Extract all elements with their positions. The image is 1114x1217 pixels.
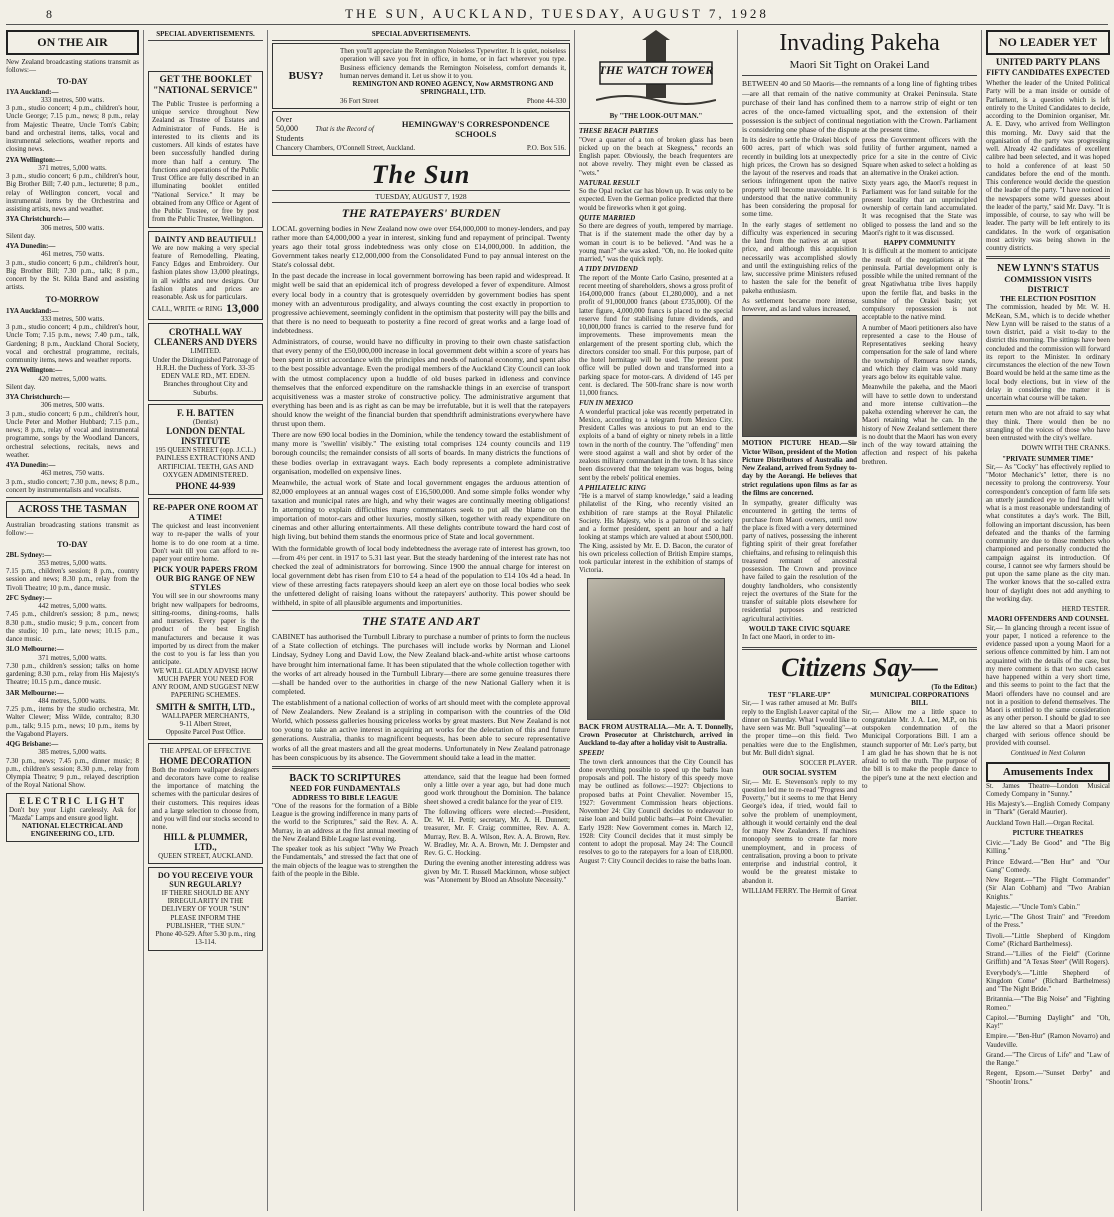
station-schedule: 3 p.m., studio concert; 6 p.m., children's hour, Big Brother Bill; 7.30 p.m., talk; 8 p.m., concert by the St. Kilda Band and assisting artists. (6, 258, 139, 292)
divider (6, 497, 139, 498)
amusement-item: Tivoli.—"Little Shepherd of Kingdom Come" (Richard Barthelmess). (986, 931, 1110, 948)
divider (272, 766, 570, 769)
column-politics (986, 30, 1110, 1211)
station-schedule: 7.30 p.m., news; 7.45 p.m., dinner music; 8 p.m., children's session; 8.30 p.m., relay from Olympia Theatre; 9 p.m., relayed description of the Royal National Show. (6, 756, 139, 790)
ad-address: 36 Fort Street (340, 96, 379, 105)
column-news (742, 30, 977, 1211)
station-schedule: 7.15 p.m., children's session; 8 p.m., country session and news; 8.30 p.m., relay from the Tivoli Theatre; 10 p.m., dance music. (6, 567, 139, 592)
item-body: "He is a marvel of stamp knowledge," said a leading philatelist of the King, who recently visited an exhibition of rare stamps at the Royal Philatelic Society. His Majesty, who is a patron of the society and a former president, spent an hour and a half looking at stamps which are valued at about £500,000. The King, assisted by Mr. E. D. Bacon, the curator of his own priceless collection of British Empire stamps, took particular interest in the exhibition of stamps of Victoria. (579, 492, 733, 575)
lede-paragraph: BETWEEN 40 and 50 Maoris—the remnants of a long line of fighting tribes—are all that remain of the native community at Orakei Peninsula. State purchase of their land has confined them to a narrow strip of eight or ten acres of the once-famed victualling spot, and the extension of their possession is the subject of continual negotiation with the Crown. Parliament is considering one phase of the dispute at the present time. (742, 79, 977, 134)
article-paragraph: Whether the leader of the United Political Party will be a man inside or outside of Parliament, is a question which is left entirely to the United Candidates to decide, according to the Dominion organiser, Mr. A. E. Davy, who arrived from Wellington this morning. Mr. Davy said that the organisation of the party was progressing well. Already 42 candidates of excellent calibre had been selected, and it was hoped to hold a conference of at least 50 candidates before the end of the month. This conference would decide the question of the leader of the party. "I have noticed in the newspapers some wild guesses about the leader of the party," said Mr. Davy. "It is impossible, of course, to say who will be leader. The party will be left entirely to its candidates. In the work of organisation most activity was being shown in the country districts. (986, 79, 1110, 252)
article-paragraph: press the Government officers with the futility of further argument, named a price for a site in the centre of Civic Square when asked to select a holding as an alternative in the Orakei action. (862, 136, 977, 178)
item-title: NATURAL RESULT (579, 178, 640, 187)
station-spec: 484 metres, 5,000 watts. (38, 696, 107, 705)
letter-signature: DOWN WITH THE CRANKS. (1021, 444, 1110, 453)
item-body: So the Opal rocket car has blown up. It was only to be expected. Even the German police predicted that there would be fireworks when it got going. (579, 187, 733, 212)
editorial-title: THE STATE AND ART (362, 614, 480, 629)
station-name: 3LO Melbourne:— (6, 645, 64, 654)
ad-number: 50,000 (276, 124, 298, 134)
editorial-paragraph: In the past decade the increase in local government borrowing has been rapid and widespread. It might well be said that an epidemical itch of progress developed a fever of expenditure. Almost every local body in a country that is grotesquely overridden by government bodies has spent money with an adventurous prodigality, and always counting the cost exactly in proportion to progressive achievement, seemingly confident in the optimism that posterity will pay the bills and that there is no need to bequeath to posterity a fine record of great works and a large load of indebtedness. (272, 271, 570, 335)
pleating-ad (148, 231, 263, 321)
station-spec: 385 metres, 5,000 watts. (38, 748, 107, 757)
article-subtitle: THE ELECTION POSITION (1000, 294, 1096, 304)
amusement-item: Capitol.—"Burning Daylight" and "Oh, Kay!" (986, 1013, 1110, 1030)
item-title: THESE BEACH PARTIES (579, 127, 659, 136)
column-rule (574, 30, 575, 1211)
amusement-item: Strand.—"Lilies of the Field" (Corinne Griffith) and "A Texas Steer" (Will Rogers). (986, 950, 1110, 967)
station-name: 2FC Sydney:— (6, 593, 52, 602)
ad-subtitle: WALLPAPER MERCHANTS, (161, 711, 250, 720)
article-subtitle: COMMISSION VISITS DISTRICT (1004, 274, 1092, 295)
notice-phone: Phone 40-529. After 5.30 p.m., ring 13-114. (155, 930, 256, 947)
section-subhead: WOULD TAKE CIVIC SQUARE (748, 624, 851, 633)
dentist-ad (148, 404, 263, 495)
sun-delivery-notice (148, 867, 263, 951)
station-spec: 463 metres, 750 watts. (40, 469, 105, 478)
sun-nameplate (272, 160, 570, 203)
ad-phone: PHONE 44-939 (175, 481, 236, 492)
ad-body: The Public Trustee is performing a unique service throughout New Zealand as Trustee of Estates and Administrator of Funds. He is interested to its clients and its customers. All kinds of estates have been successfully handled during more than half a century. The functions and operations of the Public Trust Office are fully described in an illuminating booklet entitled "National Service." It may be obtained from any Office or Agent of the Public Trustee, or free by post from the Public Trustee, Wellington. (152, 99, 259, 224)
divider (986, 256, 1110, 259)
editorial-paragraph: LOCAL governing bodies in New Zealand now owe over £64,000,000 to money-lenders, and pay rather more than £4,000,000 a year in interest, sinking fund and repayment of principal. Twenty years ago their total gross indebtedness was only close on £14,000,000. In addition, the Government takes nearly £12,000,000 from the Consolidated Fund to pay annual interest on the State's colossal debt. (272, 223, 570, 270)
item-title: A TIDY DIVIDEND (579, 265, 638, 274)
ad-title: PICK YOUR PAPERS FROM OUR BIG RANGE OF NEW STYLES (153, 565, 258, 593)
ad-company: HILL & PLUMMER, LTD., (163, 831, 248, 852)
item-body: "Over a quarter of a ton of broken glass has been picked up on the beach at Skegness," records an English paper. Obviously, the beach frequenters are not above revelry. They might even be classed as "wets." (579, 135, 733, 177)
ad-body: We are now making a very special feature of Remodelling, Pleating, Fancy Edges and Embroidery. Our fashion plates show 13,000 pleatings, in all widths and new designs. Our fashion plates and prices are reasonable. Ask us for particulars. (152, 243, 259, 302)
on-the-air-heading: ON THE AIR (6, 30, 139, 55)
item-body: So there are degrees of youth, tempered by marriage. That is if the statement made the other day by a woman in court is to be believed. "And was he a young man?" she was asked. "Oh, no. He looked quite married," was the quick reply. (579, 222, 733, 263)
ad-title: DAINTY AND BEAUTIFUL! (154, 234, 257, 244)
photo-caption: BACK FROM AUSTRALIA.—Mr. A. T. Donnelly, Crown Prosecutor at Christchurch, arrived in Auckland to-day after a holiday visit to Australia. (579, 722, 733, 747)
ad-subtitle: LIMITED. (190, 347, 221, 356)
station-schedule: Silent day. (6, 231, 36, 240)
article-paragraph: The speaker took as his subject "Why We Preach the Fundamentals," and stressed the fact that one of the main objects of the league was to strengthen the faith of the people in the Bible. (272, 845, 418, 878)
amusement-item: Auckland Town Hall.—Organ Recital. (986, 818, 1094, 827)
column-advertisements (148, 30, 263, 1211)
ad-subtitle: (Dentist) (193, 417, 218, 426)
public-trust-ad (148, 71, 263, 228)
article-paragraph: "One of the reasons for the formation of a Bible League is the growing indifference in many parts of the world to the Scriptures," said the Rev. A. A. Murray, in an address at the first annual meeting of the New Zealand Bible League last evening. (272, 801, 418, 843)
divider (742, 647, 977, 650)
letter-title: "PRIVATE SUMMER TIME" (1002, 454, 1094, 463)
item-title: SPEED! (579, 749, 605, 758)
amusement-item: Everybody's.—"Little Shepherd of Kingdom Come" (Richard Barthelmess) and "The Night Bride." (986, 968, 1110, 993)
ad-body: You will see in our showrooms many bright new wallpapers for bedrooms, sitting-rooms, dining-rooms, halls and nurseries. Every paper is the product of the best English manufacturers and because it was imported by us direct from the maker the cost to you is far less than you anticipate. (152, 592, 259, 667)
ad-record: That is the Record of (315, 125, 374, 134)
letter-signature: WILLIAM FERRY. The Hermit of Great Barrier. (742, 886, 857, 904)
watch-tower-title: THE WATCH TOWER (598, 63, 714, 77)
ad-company: REMINGTON AND RONEO AGENCY, Now ARMSTRONG AND SPRINGHALL, LTD. (352, 80, 554, 97)
column-rule (267, 30, 268, 1211)
article-title: NEW LYNN'S STATUS (997, 263, 1099, 275)
ad-title: F. H. BATTEN (176, 407, 234, 418)
divider (742, 75, 977, 76)
amusement-item: Lyric.—"The Ghost Train" and "Freedom of the Press." (986, 913, 1110, 930)
column-rule (737, 30, 738, 1211)
letter-body: Sir,— I was rather amused at Mr. Bull's reply to the English Leaver capital of the dinner on Saturday. What I would like to have seen was Mr. Bull "squealing"—at the proper time—on this field. Two penalties were due to the Englishmen, but Mr. Bull didn't signal. (742, 699, 857, 757)
station-name: 3YA Christchurch:— (6, 393, 70, 401)
page-number: 8 (46, 7, 52, 21)
letters-title: Citizens Say— (781, 653, 938, 683)
station-schedule: 3 p.m., studio concert; 7.30 p.m., news; 8 p.m., concert by instrumentalists and vocalists. (6, 477, 139, 494)
station-spec: 306 metres, 500 watts. (40, 223, 105, 232)
station-spec: 420 metres, 5,000 watts. (38, 374, 107, 383)
broadcast-intro: New Zealand broadcasting stations transmit as follows:— (6, 58, 139, 75)
station-name: 1YA Auckland:— (6, 87, 59, 96)
watch-tower-banner (579, 30, 733, 120)
section-subhead: HAPPY COMMUNITY (883, 239, 956, 248)
station-schedule: 3 p.m., studio concert; 4 p.m., children's hour, Uncle George; 7.15 p.m., news; 8 p.m., relay from Majestic Theatre, Uncle Tom's Cabin; band and orchestral items, talks, vocal and instrumental selections, weather reports and closing news. (6, 104, 139, 154)
amusement-item: Majestic.—"Uncle Tom's Cabin." (986, 902, 1080, 911)
ad-body: Under the Distinguished Patronage of H.R.H. the Duchess of York. 33-35 EDEN VALE RD., MT. EDEN. Branches throughout City and Suburbs. (152, 355, 259, 397)
divider (986, 405, 1110, 406)
notice-title: DO YOU RECEIVE YOUR SUN REGULARLY? (157, 870, 254, 889)
portrait-photo (742, 315, 857, 437)
station-schedule: 7.30 p.m., children's session; talks on home gardening; 8.30 p.m., relay from His Majesty's Theatre; 10.15 p.m., dance music. (6, 661, 139, 687)
tasman-today-label: TO-DAY (57, 539, 88, 549)
station-schedule: 3 p.m., studio concert; 6 p.m., children's hour, Uncle Peter and Mother Hubbard; 7.15 p.m., news; 8 p.m., relay of vocal and instrumental programme, songs by the Woodland Dancers, orchestral selections, recitals, news and weather. (6, 409, 139, 459)
item-body: A wonderful practical joke was recently perpetrated in Mexico, according to a telegram from Mexico City. President Calles was anxious to put an end to the exploits of a band of eighty or ninety rebels in a little town in the north of the country. The "offending" men were stood against a wall and shot by order of the zealous military commandant in the town. It has since been discovered that the telegram was bogus, being sent by the rebels' political enemies. (579, 407, 733, 482)
wallpaper-ad (148, 498, 263, 740)
letter-title: TEST "FLARE-UP" (768, 691, 831, 700)
amusement-item: Empire.—"Ben-Hur" (Ramon Novarro) and Vaudeville. (986, 1032, 1110, 1049)
letter-signature: SOCCER PLAYER. (799, 759, 857, 768)
column-on-the-air (6, 30, 139, 1211)
editorial-title: THE RATEPAYERS' BURDEN (341, 205, 501, 220)
ad-body: Both the modern wallpaper designers and decorators have come to realise the importance of matching the schemes with the particular desires of their customers. This requires ideas and a large selection to choose from, and you will find our stocks second to none. (152, 765, 259, 832)
column-watch-tower (579, 30, 733, 1211)
letter-body: Sir,— As "Cocky" has effectively replied to "Motor Mechanic's" letter, there is no necessity to prolong the controversy. Your correspondent's conception of farm life sets an utterly jaundiced eye to find fault with what is a most reasonable understanding of what constitutes a day's work. The Bill, following an important discussion, has been defeated and the thanks of the farming community are due to those members who championed and personally conducted the campaign against its introduction. Of course, I cannot see why farmers should be put upon the same plane as the city man. The worker knows that the so-called extra hour of daylight does not add anything to the working day. (986, 462, 1110, 603)
station-name: 2YA Wellington:— (6, 366, 63, 375)
across-tasman-heading: ACROSS THE TASMAN (6, 501, 139, 518)
ad-address: Chancery Chambers, O'Connell Street, Auckland. (276, 143, 416, 152)
dateline: TUESDAY, AUGUST 7, 1928 (272, 190, 570, 203)
article-paragraph: As settlement became more intense, however, and as land values increased, (742, 296, 857, 314)
ad-body: Don't buy your Light carelessly. Ask for "Mazda" Lamps and ensure good light. (9, 805, 136, 822)
amusement-item: His Majesty's.—English Comedy Company in "Thark" (Gerald Maurier). (986, 800, 1110, 817)
ad-institute: LONDON DENTAL INSTITUTE (166, 426, 245, 447)
amusements-index-title: Amusements Index (986, 762, 1110, 782)
station-schedule: 3 p.m., studio concert; 6 p.m., children's hour, Big Brother Bill; 7.40 p.m., lecturette; 8 p.m., relay of Wellington concert, vocal and instrumental items by the Orchestrina and assisting artists, news and weather. (6, 172, 139, 213)
ad-title: ELECTRIC LIGHT (19, 795, 126, 806)
divider (579, 123, 733, 124)
article-paragraph: The following officers were elected:—President, Dr. W. H. Pettit; secretary, Mr. A. H. Dunnett; treasurer, Mr. F. Craig; committee, Rev. A. A. Murray, Rev. B. A. Wilson, Rev. A. A. Brown, Rev. W. Bradley, Mr. A. A. Brown, Mr. J. Dempster and Rev. G. C. Hocking. (424, 807, 570, 858)
tasman-intro: Australian broadcasting stations transmit as follow:— (6, 521, 139, 538)
ad-box: P.O. Box 516. (526, 143, 566, 152)
ad-title: BUSY? (288, 69, 324, 82)
ad-phone: 13,000 (226, 301, 259, 316)
ad-address: QUEEN STREET, AUCKLAND. (158, 851, 253, 860)
article-subtitle: FIFTY CANDIDATES EXPECTED (986, 68, 1110, 77)
editorial-paragraph: There are now 690 local bodies in the Dominion, while the tendency toward the establishment of many more is "swellin' visibly." The existing total comprises 124 county councils and 119 borough councils; the remainder consists of all sorts of boards. In many districts the functions of these bodies overlap in extravagant ways. Each body represents a complete administrative organisation, modelled on expensive lines. (272, 430, 570, 476)
ads-header: SPECIAL ADVERTISEMENTS. (148, 30, 263, 41)
electric-light-ad (6, 793, 139, 842)
portrait-photo (587, 578, 725, 720)
article-subtitle: NEED FOR FUNDAMENTALS (289, 783, 401, 793)
station-schedule: 3 p.m., studio concert; 4 p.m., children's hour, Uncle Tom; 7.15 p.m., news; 7.40 p.m., talk, Gardening; 8 p.m., Auckland Choral Society, vocal and orchestral programme, recitals, community items, news and weather reports. (6, 323, 139, 364)
amusement-item: Civic.—"Lady Be Good" and "The Big Killing." (986, 839, 1110, 856)
article-paragraph: In fact one Maori, in order to im- (742, 633, 835, 642)
tomorrow-label: TO-MORROW (45, 294, 100, 304)
ad-company: NATIONAL ELECTRICAL AND ENGINEERING CO., LTD. (21, 822, 123, 839)
station-name: 2YA Wellington:— (6, 155, 63, 164)
ad-title: CROTHALL WAY CLEANERS AND DYERS (153, 327, 258, 348)
article-subtitle: ADDRESS TO BIBLE LEAGUE (292, 792, 398, 802)
notice-body: IF THERE SHOULD BE ANY IRREGULARITY IN THE DELIVERY OF YOUR "SUN" PLEASE INFORM THE PUBLISHER, "THE SUN." (161, 888, 250, 930)
station-name: 4QG Brisbane:— (6, 740, 59, 748)
article-paragraph: During the evening another interesting address was given by Mr. T. Russell Mackinnon, whose subject was "Atonement by Blood an Absolute Necessity." (424, 859, 570, 884)
station-spec: 461 metres, 750 watts. (40, 250, 105, 259)
letter-body: Sir,— Allow me a little space to congratulate Mr. J. A. Lee, M.P., on his outspoken condemnation of the Municipal Corporations Bill. I am a staunch supporter of Mr. Lee's party, but I am glad he has shown that he is not afraid to tell the truth. The purpose of the bill is to make the people dance to the piper's tune at the next election and to (862, 707, 977, 790)
item-body: The report of the Monte Carlo Casino, presented at a recent meeting of shareholders, shows a gross profit of 164,000,000 francs (about £1,280,000), and a net profit of 91,000,000 francs (about £735,000). Of the latter figure, 4,000,000 francs is placed to the special reserve fund for stabilising future dividends, and 10,000,000 francs is carried to the reserve fund for improvements. These improvements mean the enlargement of the present sporting club, which the directors consider too small. For this purpose, part of the hotel hermitage will be used. The present post office will be pulled down and transformed into a parking space for motor-cars. A dividend of 145 per cent. is declared. The 500-franc share is now worth 11,000 francs. (579, 273, 733, 397)
editorial-paragraph: The establishment of a national collection of works of art should meet with the complete approval of New Zealanders. New Zealand is a stripling in comparison with the countries of the Old World, which possess galleries housing priceless works by great masters. But New Zealand is not too young to take an active interest in acquiring art works for the delectation of this and future generations. Australia, thanks to magnificent bequests, has been able to secure representative works of all the great masters and all the great moderns. Unfortunately in New Zealand patronage has been conspicuous by its absence. The Government should take a lead in the matter. (272, 698, 570, 762)
station-schedule: 7.45 p.m., children's session; 8 p.m., news; 8.30 p.m., studio music; 9 p.m., concert from the studio; 10 p.m., late news; 10.15 p.m., dance music. (6, 610, 139, 643)
station-spec: 333 metres, 500 watts. (40, 314, 105, 323)
ad-subtitle: THE APPEAL OF EFFECTIVE (160, 747, 251, 756)
ad-title: HOME DECORATION (159, 755, 252, 766)
watch-tower-byline: By "THE LOOK-OUT MAN." (609, 112, 703, 120)
item-title: QUITE MARRIED (579, 213, 636, 222)
ad-body: The quickest and least inconvenient way to re-paper the walls of your home is to do one room at a time. Don't wait till you can afford to re-paper your entire home. (152, 522, 259, 564)
headline-title: Invading Pakeha (779, 30, 940, 56)
item-body: The town clerk announces that the City Council has done everything possible to speed up the baths loan proposals and poll. The history of this speedy move may be outlined as follows:—1927: Objections to proposed baths at Point Chevalier. November 15, 1927: Government Commission hears objections. November 24: City Council decides to endeavour to raise loan and build public baths—at Point Chevalier. Early 1928: New Government comes in. March 12, 1928: City Council decides that it must simply be content to adopt the proposal. May 24: The Council resolves to go to the ratepayers for a loan of £18,000. August 7: City Council decides to raise the baths loan. (579, 757, 733, 865)
ad-company: SMITH & SMITH, LTD., (156, 701, 255, 712)
column-editorial (272, 30, 570, 1211)
letter-body: Sir,— In glancing through a recent issue of your paper, I noticed a reference to the evidence passed upon a young Maori for a serious offence committed by him. I am not acquainted with the details of the case, but my mere comment is that two such cases have happened within a very short time, and this seems to point to the fact that the Maori offenders have no counsel and are not in a position to defend themselves. The Maori is entitled to the same consideration as any other person. I should be glad to see the law altered so that a Maori prisoner charged with serious offence should be provided with counsel. (986, 623, 1110, 747)
editorial-paragraph: Meanwhile, the actual work of State and local government engages the arduous attention of 82,000 employees at an annual wages cost of £16,500,000. And some simple folks wonder why taxation and municipal rates are high, and why their wages are continually meeting obligations! In attempting to explain difficulties many commentators seek to put all the blame on the importation of motor-cars and other luxuries, mostly silken, together with ready expenditure on cinemas and other alluring entertainments. All these delights contribute toward the hard cost of high living, but behind them stands the enormous price of State and local government. (272, 477, 570, 542)
letter-body: Sir,— Mr. E. Stevenson's reply to my question led me to re-read "Progress and Poverty," but it seems to me that Henry George's idea, if tried, would fail to solve the problem of unemployment, although it would certainly end the deal for many New Zealanders. If machines monopoly seems to create far more unemployment, and in process of centralisation, proving a boon to private enterprise and industrial control, it would be the greatest mistake to abandon it. (742, 777, 857, 885)
editorial-paragraph: Administrators, of course, would have no difficulty in proving to their own chaste satisfaction that every penny of the £50,000,000 increase in local government debt within a score of years has been spent in strict accordance with the principles and needs of national economy, and spent also to the best possible advantage. Even the prodigal members of the Auckland City Council can look with the utmost complacency upon a huddle of old buses parked in idleness and convince themselves that the enforced expenditure on the ramshackle things in an exercise of transport acquisitiveness was a master stroke of constructive policy. The administrative argument that everything has been and is as right as can be may be irrefutable, but it is well that the ratepayers should know the weight of the financial burden that spendthrift administrations everywhere have thrust upon them. (272, 337, 570, 429)
ad-note: WE WILL GLADLY ADVISE HOW MUCH PAPER YOU NEED FOR ANY ROOM, AND SUGGEST NEW PAPERING SCHEMES. (152, 666, 259, 700)
station-spec: 353 metres, 5,000 watts. (38, 558, 107, 567)
editorial-paragraph: CABINET has authorised the Turnbull Library to purchase a number of prints to form the nucleus of a State collection of etchings. The purchases will include works by Norman and Lionel Lindsay, Sydney Long and David Low, the New Zealand black-and-white artist whose cartoons have brought him international fame. It has been stipulated that the whole collection together with the works of art already housed in the Turnbull Library—there are some genuine treasures there—shall be handed over to the authorities in charge of the new National Gallery when it is completed. (272, 632, 570, 696)
letter-title: MAORI OFFENDERS AND COUNSEL (987, 615, 1109, 624)
article-paragraph: Meanwhile the pakeha, and the Maori will have to settle down to understand and more intense cultivation—the pakeha extending wherever he can, the Maori retaining what he can. In the history of New Zealand settlement there is no doubt that the Maori has won every inch of the way toward attaining the affection and respect of his pakeha brethren. (862, 383, 977, 466)
station-spec: 442 metres, 5,000 watts. (38, 602, 107, 610)
ad-students: Students (276, 133, 304, 143)
hemingway-ad (272, 111, 570, 156)
ad-title: HEMINGWAY'S CORRESPONDENCE SCHOOLS (401, 119, 550, 140)
letter-continuation: return men who are not afraid to say what they think. There would then be no strangling of the voices of those who have been entrusted with the city's welfare. (986, 409, 1110, 442)
station-name: 2BL Sydney:— (6, 550, 52, 559)
ads-header: SPECIAL ADVERTISEMENTS. (272, 30, 570, 41)
ad-phone: Phone 44-330 (526, 96, 566, 105)
ad-address: Opposite Parcel Post Office. (165, 728, 246, 737)
amusement-item: New Regent.—"The Flight Commander" (Sir Alan Cobham) and "Two Arabian Knights." (986, 876, 1110, 901)
station-spec: 371 metres, 5,000 watts. (38, 163, 107, 172)
ad-address: 9-11 Albert Street, (179, 719, 232, 728)
article-paragraph: It is difficult at the moment to anticipate the result of the negotiations at the peninsula. Partial development only is possible while the united remnant of the great Ngatiwhatua tribe lives happily upon the fertile flat, and basks in the sunshine of the Orakei basin; yet compulsory repossession is not acceptable to the native mind. (862, 247, 977, 322)
article-paragraph: attendance, said that the league had been formed only a little over a year ago, but had done much good work throughout the Dominion. The balance sheet showed a credit balance for the year of £19. (424, 772, 570, 806)
amusement-item: PICTURE THEATRES (1012, 828, 1084, 837)
article-paragraph: In the early stages of settlement no difficulty was experienced in securing the land from the natives at an upset price, and although this acquisition necessarily was accomplished slowly and until the extinguishing relics of the law, successive prime Ministers refused to hasten the sale for the benefit of pakeha enthusiasm. (742, 220, 857, 295)
letter-signature: HERD TESTER. (1061, 605, 1110, 613)
editorial-paragraph: With the formidable growth of local body indebtedness the average rate of interest has grown, too—from 4½ per cent. in 1917 to 5.31 last year. But the steady hardening of the interest rate has not checked the zeal of administrators for borrowing. Since 1900 the annual charge for interest on local government debt has risen from £10 to £4 a head of the population to £14 10s 4d a head. In view of these arresting facts ratepayers should keep an alert eye on those local bodies who seek the unfettered delight of raising loans without the ratepayers' authority. This power should be withheld, in spite of all plausible arguments and importunities. (272, 543, 570, 608)
ad-body: 195 QUEEN STREET (opp. J.C.L.) PAINLESS EXTRACTIONS AND ARTIFICIAL TEETH, GAS AND OXYGEN ADMINISTERED. (155, 446, 256, 479)
article-paragraph: A number of Maori petitioners also have represented a case to the House of Representatives seeking heavy compensation for the sale of land where the township of Remuera now stands, and which they claim was sold many years ago below its equitable value. (862, 323, 977, 382)
item-title: FUN IN MEXICO (579, 399, 634, 408)
article-paragraph: The commission, headed by Mr. W. H. McKean, S.M., which is to decide whether New Lynn will be raised to the status of a town district, paid a visit to-day to the district this morning. The sittings have been concluded and the commission will forward its report to the Minister. In ordinary circumstances the election of the new Town Board would be held at the same time as the local body elections, but in view of the delay in considering the matter it is uncertain what course will be taken. (986, 303, 1110, 402)
station-schedule: Silent day. (6, 382, 36, 391)
station-name: 4YA Dunedin:— (6, 242, 56, 250)
ad-call: CALL, WRITE or RING (152, 304, 223, 313)
station-name: 3YA Christchurch:— (6, 215, 70, 224)
amusement-item: Regent, Epsom.—"Sunset Derby" and "Shootin' Irons." (986, 1069, 1110, 1086)
crothall-ad (148, 323, 263, 401)
station-spec: 333 metres, 500 watts. (40, 95, 105, 104)
divider (272, 610, 570, 611)
article-paragraph: In sympathy, greater difficulty was encountered in getting the terms of purchase from Maori owners, until now the place is fixed with a very determined party of natives, possessing the inherent fighting spirit of their great forefather chieftains, and refusing to relinquish this treasured remnant of ancestral possession. The Crown and province have failed to gain the resolution of the doughty landholders, who consistently reject the overtures of the State for the transfer of suitable plots elsewhere for residential purposes and restricted agricultural activities. (742, 499, 857, 623)
masthead-title: THE SUN, AUCKLAND, TUESDAY, AUGUST 7, 1928 (345, 6, 769, 21)
column-rule (981, 30, 982, 1211)
letter-title: MUNICIPAL CORPORATIONS BILL (870, 691, 969, 708)
ad-title: RE-PAPER ONE ROOM AT A TIME! (152, 502, 259, 523)
home-decoration-ad (148, 743, 263, 864)
amusement-item: St. James Theatre—London Musical Comedy Company in "Sunny." (986, 781, 1110, 798)
item-title: A PHILATELIC KING (579, 483, 646, 492)
headline-subtitle: Maori Sit Tight on Orakei Land (789, 59, 930, 72)
amusements-list (986, 782, 1110, 1086)
article-title: BACK TO SCRIPTURES (289, 772, 401, 784)
station-spec: 306 metres, 500 watts. (40, 401, 105, 410)
page-masthead (6, 4, 1108, 25)
article-title: NO LEADER YET (986, 30, 1110, 55)
station-name: 4YA Dunedin:— (6, 461, 56, 469)
letters-to-editor: (To the Editor.) (931, 682, 977, 691)
remington-ad (272, 43, 570, 109)
station-schedule: 7.25 p.m., items by the studio orchestra, Mr. Walter Clewer; Miss Wilde, contralto; 8.30 p.m., talk; 9.15 p.m., news; 10 p.m., items by the Vagabond Players. (6, 705, 139, 738)
article-paragraph: Sixty years ago, the Maori's request in Parliament was for land suitable for the present locality that an unprincipled ownership of certain land accumulated. It was recognised that the State was obliged to possess the land and so the Maori's right to it was discussed. (862, 179, 977, 237)
amusement-item: Britannia.—"The Big Noise" and "Fighting Romeo." (986, 995, 1110, 1012)
letter-title: OUR SOCIAL SYSTEM (762, 769, 837, 778)
ad-title: GET THE BOOKLET "NATIONAL SERVICE" (153, 75, 258, 96)
station-name: 1YA Auckland:— (6, 306, 59, 315)
article-paragraph: In its desire to settle the Orakei block of 600 acres, part of which was sold recently in building lots at unexpectedly high prices, the Crown has so designed the layout of the reserves and roads that serious infringement upon the native property will become unavoidable. It is understood that the native community has been considering the proposal for some time. (742, 136, 857, 219)
photo-caption: MOTION PICTURE HEAD.—Sir Victor Wilson, president of the Motion Picture Distributors of Australia and New Zealand, arrived from Sydney to-day by the Aorangi. He believes that strict regulations upon films as far as the films are concerned. (742, 439, 857, 497)
sun-title: The Sun (371, 159, 471, 189)
ad-over: Over (276, 114, 292, 124)
amusement-item: Prince Edward.—"Ben Hur" and "Our Gang" Comedy. (986, 857, 1110, 874)
station-spec: 371 metres, 5,000 watts. (38, 653, 107, 662)
column-rule (143, 30, 144, 1211)
ad-body: Then you'll appreciate the Remington Noiseless Typewriter. It is quiet, noiseless operation will save you fret in office, in home, or in fact wherever you type. Business efficiency demands the Remington Noiseless, comfort demands it, human nerves demand it. Let us show it to you. (340, 47, 566, 80)
station-name: 3AR Melbourne:— (6, 688, 64, 697)
continued-note: Continued in Next Column (1010, 749, 1086, 758)
amusement-item: Grand.—"The Circus of Life" and "Law of the Range." (986, 1050, 1110, 1067)
article-subtitle: UNITED PARTY PLANS (995, 58, 1101, 68)
today-label: TO-DAY (57, 76, 88, 86)
